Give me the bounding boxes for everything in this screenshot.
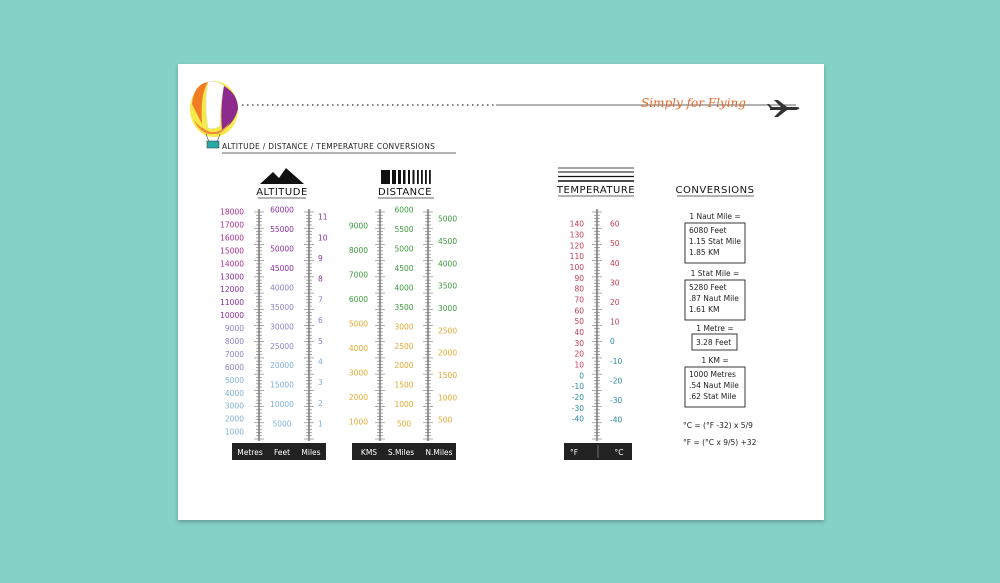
miles-tick-label: 8 [318, 274, 323, 284]
conv-line: 1.61 KM [689, 305, 720, 314]
miles-tick-label: 7 [318, 295, 323, 305]
conv-line: 1.85 KM [689, 248, 720, 257]
conv-km-label: 1 KM = [701, 356, 729, 365]
miles-tick-label: 5 [318, 336, 323, 346]
distance-footer [352, 443, 456, 460]
altitude-footer [232, 443, 326, 460]
miles-tick-label: 6 [318, 316, 323, 326]
fahrenheit-tick-label: 90 [574, 273, 584, 283]
mountains-icon [260, 168, 304, 184]
conv-line: 6080 Feet [689, 226, 727, 235]
celsius-tick-label: -40 [610, 415, 623, 425]
miles-tick-label: 11 [318, 212, 328, 222]
kms-tick-label: 4000 [348, 344, 368, 354]
celsius-tick-label: 0 [610, 337, 615, 347]
nmiles-tick-label: 3000 [438, 303, 458, 313]
kms-tick-label: 9000 [348, 221, 368, 231]
distance-heading: DISTANCE [378, 187, 432, 198]
fahrenheit-tick-label: 110 [569, 252, 584, 262]
nmiles-tick-label: 5000 [438, 214, 458, 224]
celsius-tick-label: -30 [610, 396, 623, 405]
brand-title: Simply for Flying [641, 96, 746, 110]
kms-tick-label: 3000 [348, 368, 368, 378]
feet-tick-label: 10000 [270, 400, 294, 410]
fahrenheit-tick-label: 70 [574, 295, 584, 305]
footer-metres: Metres [237, 448, 263, 457]
temperature-heading: TEMPERATURE [556, 185, 636, 196]
kms-tick-label: 2000 [348, 393, 368, 403]
smiles-tick-label: 2500 [394, 341, 414, 351]
metres-tick-label: 10000 [220, 311, 244, 321]
smiles-tick-label: 1000 [394, 400, 414, 410]
fahrenheit-tick-label: 140 [569, 219, 584, 229]
miles-tick-label: 3 [318, 378, 323, 388]
metres-tick-label: 14000 [220, 259, 244, 269]
miles-tick-label: 9 [318, 254, 323, 263]
miles-tick-label: 4 [318, 357, 323, 367]
feet-tick-label: 5000 [272, 419, 292, 429]
celsius-tick-label: 10 [610, 317, 620, 327]
metres-tick-label: 4000 [224, 388, 244, 398]
metres-tick-label: 12000 [220, 285, 244, 295]
metres-tick-label: 15000 [220, 246, 244, 256]
kms-tick-label: 7000 [348, 270, 368, 280]
fahrenheit-tick-label: 0 [579, 371, 584, 381]
fahrenheit-tick-label: -20 [571, 392, 584, 402]
metres-tick-label: 6000 [224, 362, 244, 372]
fahrenheit-tick-label: 40 [574, 327, 584, 337]
fahrenheit-tick-label: 130 [569, 230, 584, 240]
temperature-footer [564, 443, 632, 460]
feet-tick-label: 30000 [270, 322, 294, 332]
nmiles-tick-label: 1000 [438, 393, 458, 403]
conv-line: 1000 Metres [689, 370, 736, 379]
airplane-icon [767, 100, 799, 117]
conv-line: .87 Naut Mile [689, 294, 739, 303]
chart-card [178, 64, 824, 520]
conv-line: .62 Stat Mile [689, 392, 737, 401]
kms-tick-label: 8000 [348, 246, 368, 256]
feet-tick-label: 60000 [270, 205, 294, 215]
celsius-tick-label: 50 [610, 239, 620, 249]
smiles-tick-label: 4000 [394, 283, 414, 293]
distance-bars-icon [381, 170, 431, 184]
feet-tick-label: 40000 [270, 283, 294, 293]
celsius-tick-label: -10 [610, 356, 623, 366]
metres-tick-label: 8000 [224, 337, 244, 347]
conv-line: 3.28 Feet [696, 338, 732, 347]
altitude-heading: ALTITUDE [256, 187, 308, 198]
conversion-chart [178, 64, 824, 520]
conversions-panel [683, 212, 757, 447]
smiles-tick-label: 2000 [394, 361, 414, 371]
metres-tick-label: 17000 [220, 220, 244, 230]
nmiles-tick-label: 2000 [438, 348, 458, 358]
celsius-tick-label: 60 [610, 219, 620, 229]
celsius-tick-label: 20 [610, 298, 620, 307]
fahrenheit-tick-label: 60 [574, 306, 584, 316]
feet-tick-label: 20000 [270, 361, 294, 371]
fahrenheit-tick-label: -10 [571, 382, 584, 392]
smiles-tick-label: 6000 [394, 205, 414, 215]
metres-tick-label: 16000 [220, 233, 244, 243]
formula-celsius: °C = (°F -32) x 5/9 [683, 421, 753, 430]
fahrenheit-tick-label: 120 [569, 241, 584, 251]
fahrenheit-tick-label: 50 [574, 317, 584, 327]
conv-line: 5280 Feet [689, 283, 727, 292]
fahrenheit-tick-label: 100 [569, 262, 584, 272]
metres-tick-label: 11000 [220, 298, 244, 308]
miles-tick-label: 2 [318, 398, 323, 408]
smiles-tick-label: 5500 [394, 225, 414, 235]
altitude-scale [220, 206, 328, 441]
kms-tick-label: 1000 [348, 417, 368, 427]
footer-smiles: S.Miles [387, 448, 415, 457]
hot-air-balloon-icon [190, 81, 238, 148]
fahrenheit-tick-label: -30 [571, 403, 584, 413]
footer-feet: Feet [273, 448, 291, 457]
feet-tick-label: 25000 [270, 341, 294, 351]
nmiles-tick-label: 4500 [438, 236, 458, 246]
smiles-tick-label: 5000 [394, 244, 414, 254]
smiles-tick-label: 500 [396, 419, 412, 429]
feet-tick-label: 15000 [270, 380, 294, 390]
conversions-heading: CONVERSIONS [675, 185, 755, 196]
page-title: ALTITUDE / DISTANCE / TEMPERATURE CONVERSIONS [222, 142, 436, 151]
kms-tick-label: 6000 [348, 295, 368, 305]
metres-tick-label: 7000 [224, 349, 244, 359]
celsius-tick-label: -20 [610, 376, 623, 386]
footer-celsius: °C [614, 448, 624, 457]
celsius-tick-label: 30 [610, 278, 620, 288]
conv-stat-mile-label: 1 Stat Mile = [690, 269, 740, 278]
fahrenheit-tick-label: -40 [571, 414, 584, 424]
feet-tick-label: 35000 [270, 302, 294, 312]
footer-miles: Miles [301, 448, 321, 457]
nmiles-tick-label: 2500 [438, 326, 458, 336]
fahrenheit-tick-label: 30 [574, 338, 584, 348]
miles-tick-label: 1 [318, 419, 323, 429]
smiles-tick-label: 1500 [394, 380, 414, 390]
miles-tick-label: 10 [318, 233, 328, 243]
metres-tick-label: 13000 [220, 272, 244, 282]
metres-tick-label: 2000 [224, 414, 244, 424]
nmiles-tick-label: 500 [438, 415, 453, 425]
celsius-tick-label: 40 [610, 258, 620, 268]
feet-tick-label: 50000 [270, 244, 294, 254]
formula-fahrenheit: °F = (°C x 9/5) +32 [683, 438, 757, 447]
footer-fahrenheit: °F [569, 448, 579, 457]
metres-tick-label: 9000 [224, 324, 244, 334]
fahrenheit-tick-label: 80 [574, 284, 584, 294]
conv-metre-label: 1 Metre = [696, 324, 734, 333]
temperature-lines-icon [558, 168, 634, 181]
distance-scale [349, 206, 457, 441]
metres-tick-label: 1000 [224, 427, 244, 437]
smiles-tick-label: 3500 [394, 302, 414, 312]
kms-tick-label: 5000 [348, 319, 368, 329]
nmiles-tick-label: 1500 [438, 370, 458, 380]
smiles-tick-label: 3000 [394, 322, 414, 332]
fahrenheit-tick-label: 10 [574, 360, 584, 370]
footer-kms: KMS [360, 448, 378, 457]
nmiles-tick-label: 3500 [438, 281, 458, 291]
fahrenheit-tick-label: 20 [574, 349, 584, 359]
feet-tick-label: 55000 [270, 225, 294, 235]
temperature-scale [570, 209, 623, 441]
metres-tick-label: 3000 [224, 401, 244, 411]
conv-naut-mile-label: 1 Naut Mile = [689, 212, 741, 221]
conv-line: 1.15 Stat Mile [689, 237, 741, 246]
metres-tick-label: 18000 [220, 207, 244, 217]
footer-nmiles: N.Miles [425, 448, 453, 457]
nmiles-tick-label: 4000 [438, 259, 458, 269]
conv-line: .54 Naut Mile [689, 381, 739, 390]
smiles-tick-label: 4500 [394, 263, 414, 273]
metres-tick-label: 5000 [224, 375, 244, 385]
feet-tick-label: 45000 [270, 263, 294, 273]
